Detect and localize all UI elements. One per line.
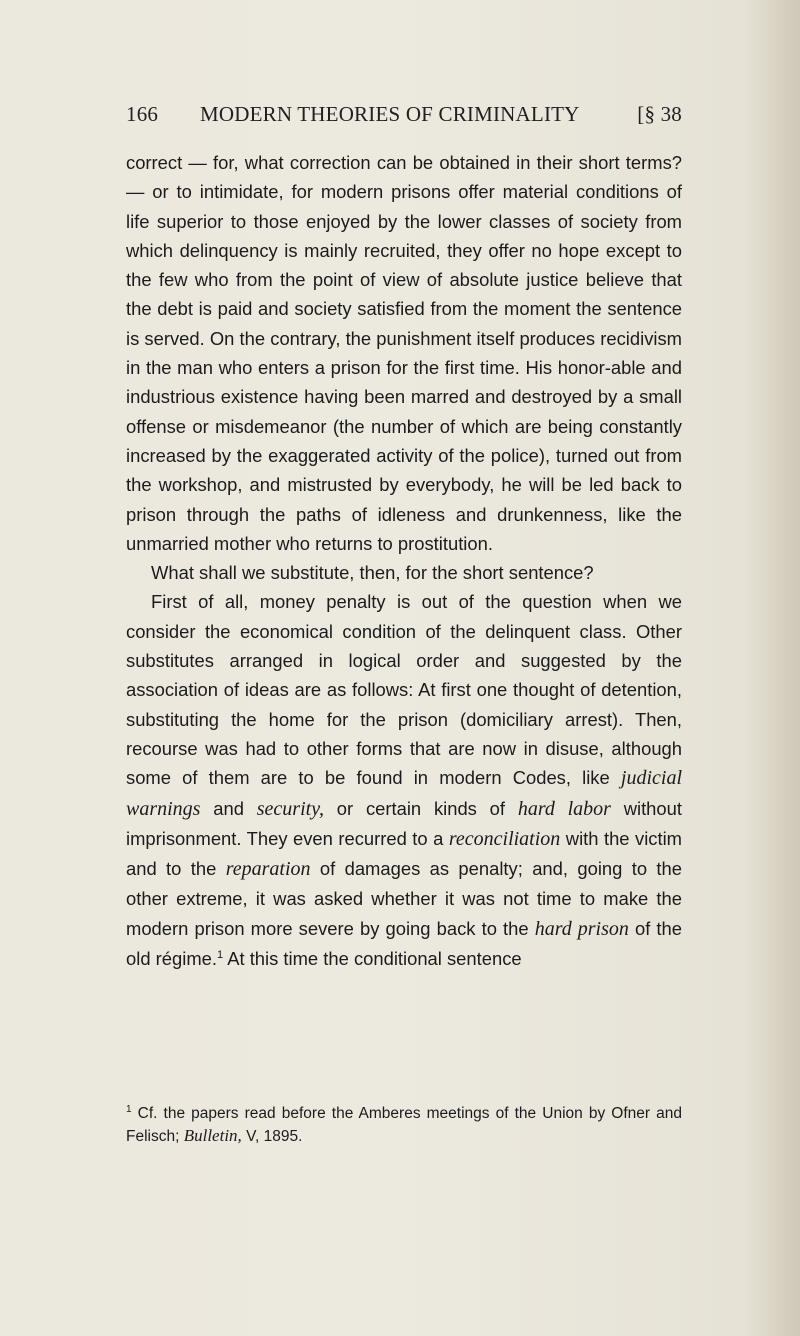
text-run: or certain kinds of — [323, 797, 518, 819]
running-title: MODERN THEORIES OF CRIMINALITY — [200, 102, 580, 126]
text-run: of damages as penalty; and, going to the other extreme, it was asked whether it was not time to make the modern prison more severe by going back to the — [126, 858, 682, 939]
paragraph-2: What shall we substitute, then, for the short sentence? — [151, 562, 594, 584]
text-run: V, 1895. — [241, 1128, 303, 1145]
text-run: with the victim and to the — [126, 827, 683, 880]
page-number: 166 — [126, 102, 159, 126]
text-run: of the old régime. — [126, 917, 682, 970]
italic-term: hard prison — [534, 917, 629, 940]
footnote-reference: 1 — [216, 949, 224, 962]
footnote-1 — [126, 1103, 682, 1148]
paragraph-3 — [126, 587, 682, 973]
italic-term: hard labor — [517, 797, 611, 820]
italic-term: reconciliation — [448, 827, 561, 850]
footnotes — [126, 1103, 682, 1148]
text-run: and — [200, 797, 257, 819]
section-marker: [§ 38 — [637, 102, 682, 126]
italic-term: security, — [256, 797, 324, 820]
paragraph-1: correct — for, what correction can be obtained in their short terms? — or to intimidate, for modern prisons offer material conditions of life superior to those enjoyed by the lower classes of society from which delinquency is mainly recruited, they offer no hope except to the few who from the point of view of absolute justice believe that the debt is paid and society satisfied from the moment the sentence is served. On the contrary, the punishment itself produces recidivism in the man who enters a prison for the first time. His honor-able and industrious existence having been marred and destroyed by a small offense or misdemeanor (the number of which are being constantly increased by the exaggerated activity of the police), turned out from the workshop, and mistrusted by everybody, he will be led back to prison through the paths of idleness and drunkenness, like the unmarried mother who returns to prostitution. — [126, 152, 682, 554]
text-run: Cf. the papers read before the Amberes meetings of the Union by Ofner and Felisch; — [126, 1105, 682, 1145]
text-run: First of all, money penalty is out of the question when we consider the economical condition of the delinquent class. Other substitutes arranged in logical order and suggested by the association of ideas are as follows: At first one thought of detention, substituting the home for the prison (domiciliary arrest). Then, recourse was had to other forms that are now in disuse, although some of them are to be found in modern Codes, like — [126, 591, 682, 789]
italic-term: Bulletin, — [183, 1126, 242, 1145]
text-run: without imprisonment. They even recurred to a — [126, 797, 682, 849]
footnote-mark: 1 — [126, 1104, 132, 1115]
body-text — [126, 148, 682, 973]
italic-term: reparation — [225, 858, 311, 881]
italic-term: judicial warnings — [126, 767, 682, 820]
text-run: At this time the conditional sentence — [223, 948, 522, 970]
